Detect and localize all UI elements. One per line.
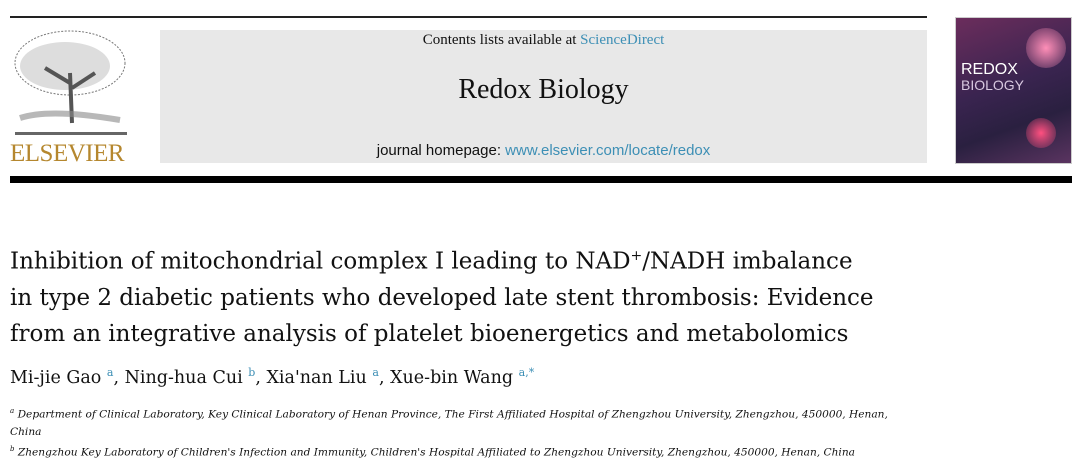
affiliation-a: [10, 407, 888, 421]
affiliation-mark: b: [10, 445, 15, 453]
title-line-3: from an integrative analysis of platelet bioenergetics and metabolomics: [10, 320, 849, 347]
author-affiliation-mark[interactable]: b: [248, 366, 256, 379]
title-line-2: in type 2 diabetic patients who developed late stent thrombosis: Evidence: [10, 284, 874, 311]
author-name[interactable]: Xue-bin Wang: [390, 367, 514, 388]
title-superscript: +: [630, 248, 643, 264]
title-text: /NADH imbalance: [642, 248, 853, 275]
journal-title: Redox Biology: [458, 74, 629, 105]
contents-line: [160, 32, 927, 49]
journal-banner: [160, 30, 927, 163]
contents-prefix: Contents lists available at: [422, 32, 581, 48]
homepage-line: [160, 142, 927, 159]
header-divider: [10, 176, 1072, 183]
elsevier-logo: [10, 28, 132, 166]
author-name[interactable]: Mi-jie Gao: [10, 367, 102, 388]
affiliation-text: Department of Clinical Laboratory, Key Clinical Laboratory of Henan Province, The First Affiliated Hospital of Zhengzhou University, Zhengzhou, 450000, Henan,: [17, 408, 888, 421]
author-affiliation-mark[interactable]: a: [372, 366, 379, 379]
article-title: [10, 238, 1010, 352]
cover-title: REDOX: [961, 61, 1018, 78]
elsevier-wordmark: ELSEVIER: [10, 140, 125, 167]
author-affiliation-mark[interactable]: a,*: [518, 366, 535, 379]
title-text: Inhibition of mitochondrial complex I leading to NAD: [10, 248, 631, 275]
homepage-link[interactable]: www.elsevier.com/locate/redox: [505, 142, 711, 159]
elsevier-tree-icon: [10, 28, 130, 140]
author-list: Mi-jie Gao $^a$, Ning-hua Cui $^b$, Xia'nan Liu $^a$, Xue-bin Wang $^{a,*}$: [10, 366, 535, 388]
affiliation-mark: a: [10, 407, 15, 415]
cover-subtitle: BIOLOGY: [961, 77, 1025, 93]
journal-cover-image: [955, 17, 1072, 164]
homepage-prefix: journal homepage:: [376, 142, 506, 159]
author-affiliation-mark[interactable]: a: [106, 366, 114, 379]
author-name[interactable]: Ning-hua Cui: [124, 367, 243, 388]
top-rule: [10, 16, 927, 18]
affiliation-a-continued: China: [10, 426, 42, 438]
sciencedirect-link[interactable]: ScienceDirect: [580, 32, 665, 48]
affiliation-b: [10, 445, 855, 459]
author-name[interactable]: Xia'nan Liu: [266, 367, 367, 388]
affiliation-text: Zhengzhou Key Laboratory of Children's Infection and Immunity, Children's Hospital Affiliated to Zhengzhou University, Zhengzhou, 450000, Henan, China: [17, 446, 855, 459]
